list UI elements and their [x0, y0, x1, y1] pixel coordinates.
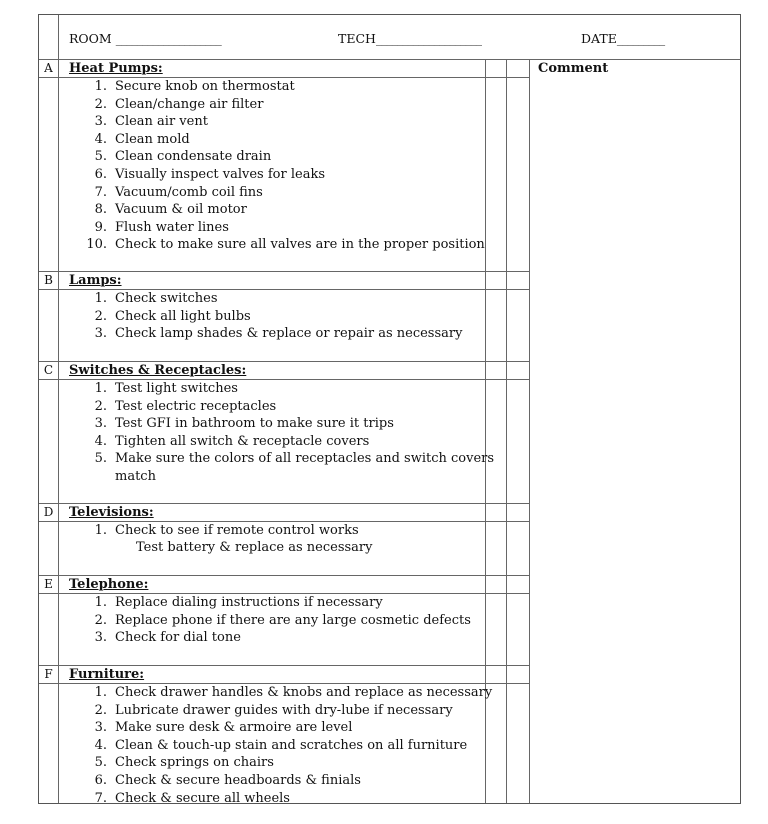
section-c-list — [79, 380, 529, 486]
grid-line — [529, 59, 530, 803]
list-item: 5. Check springs on chairs — [94, 755, 274, 771]
list-item: 6. Check & secure headboards & finials — [94, 772, 361, 788]
tech-label: TECH — [338, 31, 376, 46]
list-item: 9. Flush water lines — [94, 219, 229, 235]
section-e-top — [39, 575, 530, 576]
list-item: 7. Check & secure all wheels — [94, 790, 290, 806]
section-c-letter: C — [43, 363, 54, 377]
date-line[interactable]: _________ — [616, 31, 665, 46]
date-field[interactable] — [581, 31, 664, 46]
section-d-list — [79, 522, 529, 540]
comment-header: Comment — [538, 61, 609, 76]
list-item: 3. Clean air vent — [94, 114, 208, 130]
room-field[interactable] — [69, 31, 221, 46]
section-b-title: Lamps: — [69, 273, 122, 288]
list-item: 6. Visually inspect valves for leaks — [94, 166, 325, 182]
list-item: 2. Lubricate drawer guides with dry-lube if necessary — [94, 702, 453, 718]
list-item: 1. Check drawer handles & knobs and replace as necessary — [94, 685, 493, 700]
room-line[interactable]: ____________________ — [115, 31, 221, 46]
header-divider — [39, 59, 740, 60]
list-item: 1. Test light switches — [94, 381, 238, 396]
section-a-title: Heat Pumps: — [69, 61, 163, 76]
list-item: 4. Clean mold — [94, 131, 190, 147]
list-item: 5. Make sure the colors of all receptacles and switch covers match — [94, 451, 495, 484]
list-item: 2. Test electric receptacles — [94, 398, 277, 414]
list-item: 4. Clean & touch-up stain and scratches on all furniture — [94, 737, 468, 753]
list-item: 3. Check lamp shades & replace or repair as necessary — [94, 326, 463, 342]
section-f-title: Furniture: — [69, 667, 145, 682]
list-item: 2. Replace phone if there are any large cosmetic defects — [94, 612, 471, 628]
section-f-list — [79, 684, 529, 807]
section-e-list — [79, 594, 529, 647]
list-item: 1. Replace dialing instructions if necessary — [94, 595, 383, 610]
section-f-top — [39, 665, 530, 666]
section-a-list — [79, 78, 529, 254]
section-d-top — [39, 503, 530, 504]
list-item: 10. Check to make sure all valves are in the proper position — [86, 237, 485, 253]
section-c-title: Switches & Receptacles: — [69, 363, 247, 378]
section-d-title: Televisions: — [69, 505, 154, 520]
section-b-list — [79, 290, 529, 343]
room-label: ROOM — [69, 31, 112, 46]
list-item: 3. Test GFI in bathroom to make sure it trips — [94, 416, 394, 432]
section-e-letter: E — [44, 577, 53, 591]
list-item: 3. Check for dial tone — [94, 630, 241, 646]
list-item: 2. Check all light bulbs — [94, 308, 251, 324]
list-item: 2. Clean/change air filter — [94, 96, 264, 112]
section-c-top — [39, 361, 530, 362]
list-item: 1. Check to see if remote control works — [94, 523, 359, 538]
section-a-letter: A — [44, 61, 53, 75]
section-d-note: Test battery & replace as necessary — [136, 540, 373, 555]
grid-line — [58, 15, 59, 803]
section-b-letter: B — [44, 273, 53, 287]
checklist-form — [38, 14, 741, 804]
list-item: 7. Vacuum/comb coil fins — [94, 184, 263, 200]
list-item: 5. Clean condensate drain — [94, 149, 272, 165]
list-item: 1. Secure knob on thermostat — [94, 79, 295, 94]
tech-field[interactable] — [338, 31, 481, 46]
tech-line[interactable]: ____________________ — [375, 31, 481, 46]
section-b-top — [39, 271, 530, 272]
list-item: 4. Tighten all switch & receptacle covers — [94, 433, 370, 449]
list-item: 8. Vacuum & oil motor — [94, 202, 247, 218]
section-f-letter: F — [44, 667, 53, 681]
section-e-title: Telephone: — [69, 577, 149, 592]
list-item: 1. Check switches — [94, 291, 218, 306]
date-label: DATE — [581, 31, 617, 46]
section-d-letter: D — [43, 505, 54, 519]
list-item: 3. Make sure desk & armoire are level — [94, 720, 353, 736]
